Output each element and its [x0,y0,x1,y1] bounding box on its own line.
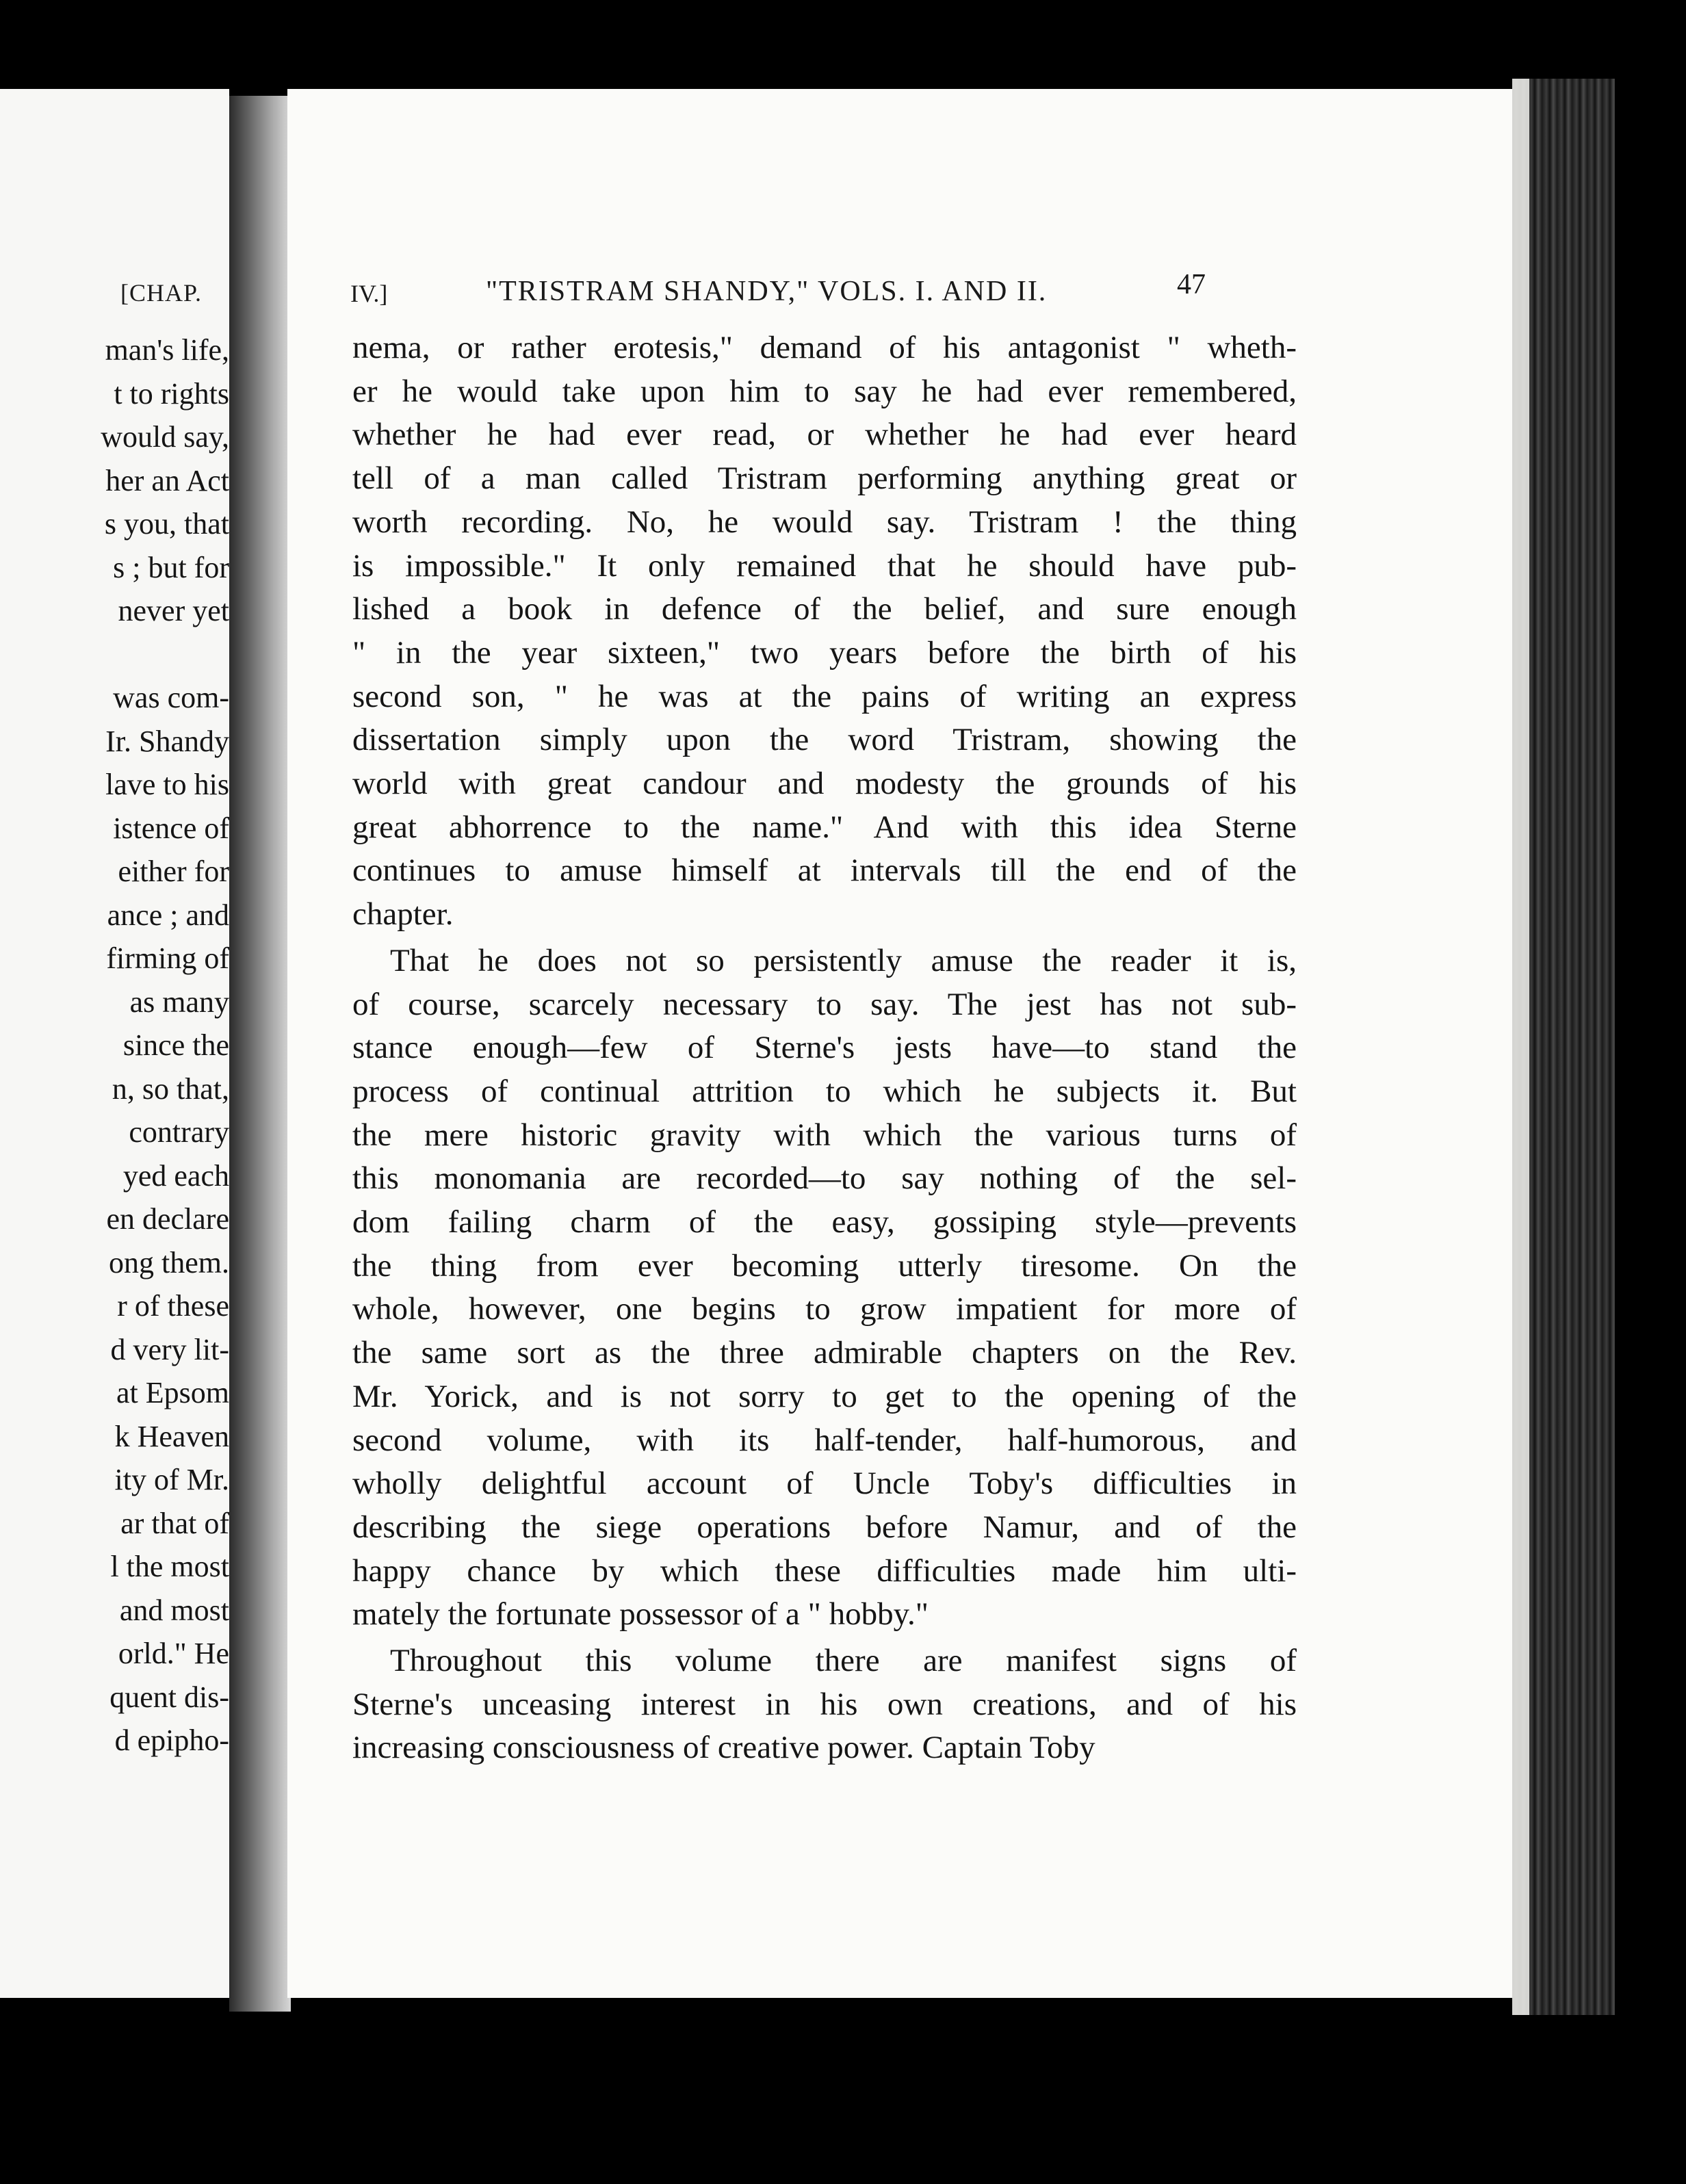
left-page-line: ar that of [120,1507,229,1540]
left-page-line: firming of [106,941,229,975]
body-text-line: er he would take upon him to say he had ever remembered, [352,374,1297,409]
body-text-line: happy chance by which these difficulties made him ulti- [352,1553,1297,1589]
body-text-line: world with great candour and modesty the grounds of his [352,766,1297,801]
left-page-line: istence of [113,811,229,845]
left-page-line: would say, [101,420,229,454]
section-marker: IV.] [350,280,388,307]
left-page-line: n, so that, [112,1072,229,1106]
body-text-line: chapter. [352,896,454,932]
body-text-line: Throughout this volume there are manifest signs of [390,1643,1297,1678]
body-text-line: increasing consciousness of creative power. Captain Toby [352,1730,1095,1765]
left-page-line: ance ; and [107,898,229,932]
body-text-line: mately the fortunate possessor of a " hobby." [352,1596,929,1632]
book-edge-page-stack [1512,79,1529,2015]
left-page-line: r of these [117,1289,229,1323]
body-text-line: second volume, with its half-tender, half-humorous, and [352,1422,1297,1458]
body-text-line: stance enough—few of Sterne's jests have—to stand the [352,1030,1297,1065]
left-page-line: Ir. Shandy [105,725,229,758]
body-text-line: process of continual attrition to which he subjects it. But [352,1074,1297,1109]
book-gutter-shadow [229,96,291,2012]
running-title: "TRISTRAM SHANDY," VOLS. I. AND II. [486,276,1048,307]
body-text-line: the same sort as the three admirable chapters on the Rev. [352,1335,1297,1370]
body-text-line: describing the siege operations before Namur, and of the [352,1509,1297,1545]
body-text-line: great abhorrence to the name." And with this idea Sterne [352,809,1297,845]
body-text-line: Sterne's unceasing interest in his own creations, and of his [352,1687,1297,1722]
body-text-line: That he does not so persistently amuse the reader it is, [390,943,1297,978]
body-text-line: dom failing charm of the easy, gossiping style—prevents [352,1204,1297,1240]
left-page-line: at Epsom [116,1376,229,1409]
body-text-line: whether he had ever read, or whether he had ever heard [352,417,1297,452]
running-head [287,265,1512,307]
left-page-line: yed each [122,1159,229,1193]
body-text-line: is impossible." It only remained that he should have pub- [352,548,1297,584]
left-page-line: s you, that [104,507,229,541]
left-page-line: d epipho- [114,1724,229,1757]
left-page-line: s ; but for [113,551,229,584]
page-number: 47 [1177,269,1206,300]
body-text-line: lished a book in defence of the belief, and sure enough [352,591,1297,627]
left-page-line: since the [122,1028,229,1062]
left-page-line: d very lit- [110,1333,229,1366]
left-page-line: and most [119,1594,229,1627]
left-page-line: lave to his [105,768,229,801]
left-page-line: orld." He [118,1637,229,1670]
body-text-line: whole, however, one begins to grow impatient for more of [352,1291,1297,1327]
left-page-line: quent dis- [109,1680,229,1714]
left-page-line: l the most [110,1550,229,1583]
body-text-line: this monomania are recorded—to say nothing of the sel- [352,1160,1297,1196]
body-text-line: dissertation simply upon the word Tristram, showing the [352,722,1297,757]
body-text-line: the mere historic gravity with which the various turns of [352,1117,1297,1153]
left-page-line: k Heaven [114,1420,229,1453]
body-text-line: Mr. Yorick, and is not sorry to get to the opening of the [352,1379,1297,1414]
body-text-line: nema, or rather erotesis," demand of his antagonist " wheth- [352,330,1297,365]
body-text-line: second son, " he was at the pains of writing an express [352,679,1297,714]
body-text-line: of course, scarcely necessary to say. The jest has not sub- [352,987,1297,1022]
left-page-line: was com- [113,681,229,714]
left-page-line: ity of Mr. [114,1463,229,1496]
left-page-line: her an Act [105,464,229,497]
left-page [0,89,229,1998]
left-page-line: either for [118,855,229,888]
left-page-line: man's life, [105,333,229,367]
right-page [287,89,1512,1998]
left-page-line: en declare [106,1202,229,1236]
left-page-line: contrary [129,1115,229,1149]
body-text-line: wholly delightful account of Uncle Toby's difficulties in [352,1466,1297,1501]
left-page-line: as many [129,985,229,1019]
left-page-line: never yet [118,594,229,627]
left-page-line: ong them. [109,1246,229,1279]
body-text-line: continues to amuse himself at intervals till the end of the [352,853,1297,888]
body-text-line: worth recording. No, he would say. Tristram ! the thing [352,504,1297,540]
body-text-line: tell of a man called Tristram performing anything great or [352,460,1297,496]
left-page-line: t to rights [114,377,229,411]
left-page-header: [CHAP. [120,279,202,307]
body-text-line: " in the year sixteen," two years before the birth of his [352,635,1297,671]
body-text-line: the thing from ever becoming utterly tiresome. On the [352,1248,1297,1284]
